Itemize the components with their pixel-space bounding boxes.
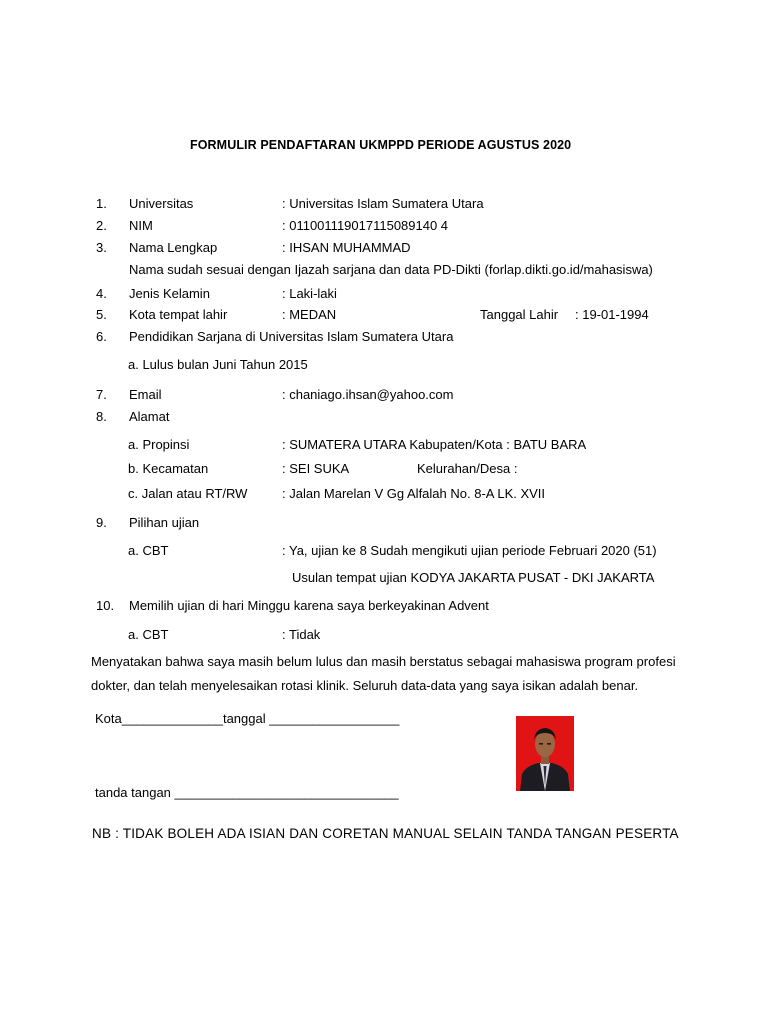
jalan-label: c. Jalan atau RT/RW bbox=[128, 486, 248, 501]
nama-value: : IHSAN MUHAMMAD bbox=[282, 240, 411, 255]
field-number-9: 9. bbox=[96, 515, 107, 530]
kota-lahir-label: Kota tempat lahir bbox=[129, 307, 228, 322]
field-number-1: 1. bbox=[96, 196, 107, 211]
jenis-kelamin-value: : Laki-laki bbox=[282, 286, 337, 301]
field-number-4: 4. bbox=[96, 286, 107, 301]
email-value: : chaniago.ihsan@yahoo.com bbox=[282, 387, 454, 402]
kota-tanggal-line: Kota______________tanggal __________________ bbox=[95, 711, 400, 726]
pendidikan-lulus: a. Lulus bulan Juni Tahun 2015 bbox=[128, 357, 308, 372]
tanggal-lahir-value: : 19-01-1994 bbox=[575, 307, 649, 322]
universitas-value: : Universitas Islam Sumatera Utara bbox=[282, 196, 484, 211]
field-number-2: 2. bbox=[96, 218, 107, 233]
minggu-cbt-label: a. CBT bbox=[128, 627, 169, 642]
form-title: FORMULIR PENDAFTARAN UKMPPD PERIODE AGUSTUS 2020 bbox=[190, 138, 572, 152]
pilihan-ujian-label: Pilihan ujian bbox=[129, 515, 200, 530]
tanggal-lahir-label: Tanggal Lahir bbox=[480, 307, 559, 322]
portrait-image bbox=[516, 716, 574, 791]
pendidikan-label: Pendidikan Sarjana di Universitas Islam Sumatera Utara bbox=[129, 329, 454, 344]
nim-label: NIM bbox=[129, 218, 153, 233]
kecamatan-value: : SEI SUKA bbox=[282, 461, 350, 476]
field-number-3: 3. bbox=[96, 240, 107, 255]
statement-line-2: dokter, dan telah menyelesaikan rotasi klinik. Seluruh data-data yang saya isikan adalah benar. bbox=[91, 678, 639, 693]
nim-value: : 011001119017115089140 4 bbox=[282, 218, 449, 233]
propinsi-label: a. Propinsi bbox=[128, 437, 190, 452]
field-number-8: 8. bbox=[96, 409, 107, 424]
nama-note: Nama sudah sesuai dengan Ijazah sarjana dan data PD-Dikti (forlap.dikti.go.id/mahasiswa) bbox=[129, 262, 653, 277]
applicant-photo bbox=[516, 716, 574, 791]
alamat-label: Alamat bbox=[129, 409, 170, 424]
field-number-7: 7. bbox=[96, 387, 107, 402]
minggu-label: Memilih ujian di hari Minggu karena saya berkeyakinan Advent bbox=[129, 598, 489, 613]
jalan-value: : Jalan Marelan V Gg Alfalah No. 8-A LK. XVII bbox=[282, 486, 546, 501]
propinsi-value: : SUMATERA UTARA Kabupaten/Kota : BATU BARA bbox=[282, 437, 587, 452]
field-number-6: 6. bbox=[96, 329, 107, 344]
jenis-kelamin-label: Jenis Kelamin bbox=[129, 286, 210, 301]
field-number-10: 10. bbox=[96, 598, 115, 613]
kelurahan-label: Kelurahan/Desa : bbox=[417, 461, 518, 476]
pilihan-cbt-value: : Ya, ujian ke 8 Sudah mengikuti ujian periode Februari 2020 (51) bbox=[282, 543, 657, 558]
kecamatan-label: b. Kecamatan bbox=[128, 461, 209, 476]
minggu-cbt-value: : Tidak bbox=[282, 627, 321, 642]
universitas-label: Universitas bbox=[129, 196, 194, 211]
kota-lahir-value: : MEDAN bbox=[282, 307, 337, 322]
nama-label: Nama Lengkap bbox=[129, 240, 218, 255]
pilihan-cbt-label: a. CBT bbox=[128, 543, 169, 558]
email-label: Email bbox=[129, 387, 162, 402]
field-number-5: 5. bbox=[96, 307, 107, 322]
tanda-tangan-line: tanda tangan _______________________________ bbox=[95, 785, 399, 800]
nb-notice: NB : TIDAK BOLEH ADA ISIAN DAN CORETAN MANUAL SELAIN TANDA TANGAN PESERTA bbox=[92, 826, 679, 841]
statement-line-1: Menyatakan bahwa saya masih belum lulus dan masih berstatus sebagai mahasiswa program profesi bbox=[91, 654, 676, 669]
usulan-tempat-ujian: Usulan tempat ujian KODYA JAKARTA PUSAT - DKI JAKARTA bbox=[292, 570, 655, 585]
